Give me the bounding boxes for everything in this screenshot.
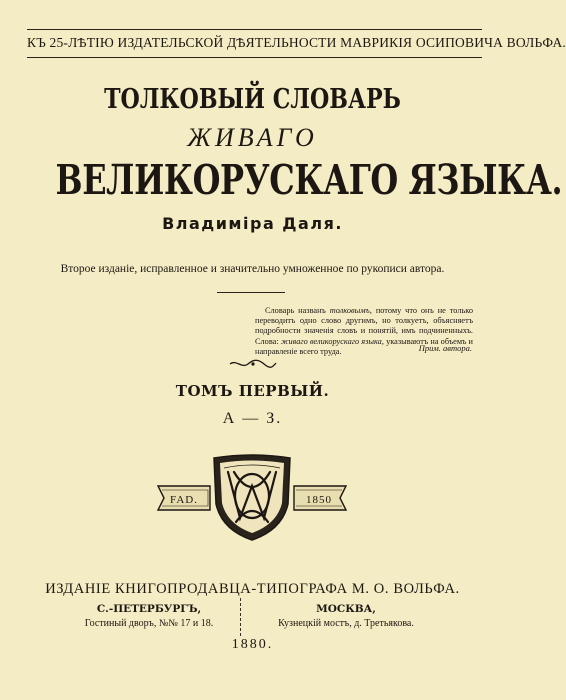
address-st-petersburg: Гостиный дворъ, №№ 17 и 18. xyxy=(84,618,214,629)
banner-bottom-rule xyxy=(27,57,482,58)
title-line-2: ЖИВАГО xyxy=(187,123,318,152)
banner-top-rule xyxy=(27,29,482,30)
title-line-3: ВЕЛИКОРУСКАГО ЯЗЫКА. xyxy=(55,156,563,204)
address-moscow: Кузнецкій мостъ, д. Третьякова. xyxy=(278,618,414,629)
edition-statement: Второе изданіе, исправленное и значительно умноженное по рукописи автора. xyxy=(60,263,445,275)
publisher-line: ИЗДАНІЕ КНИГОПРОДАВЦА-ТИПОГРАФА М. О. ВОЛЬФА. xyxy=(45,581,460,597)
flourish-ornament-icon xyxy=(228,358,278,370)
title-line-1: ТОЛКОВЫЙ СЛОВАРЬ xyxy=(104,84,401,115)
city-st-petersburg: С.-ПЕТЕРБУРГЪ, xyxy=(96,603,202,615)
note-emphasis-1: толковымъ xyxy=(329,306,370,315)
volume-label: ТОМЪ ПЕРВЫЙ. xyxy=(175,382,330,400)
publication-year: 1880. xyxy=(231,637,274,652)
city-moscow: МОСКВА, xyxy=(316,603,376,615)
note-signature: Прим. автора. xyxy=(418,343,472,353)
divider-rule xyxy=(217,292,285,293)
note-text-3: , указываютъ на объемъ и направленіе всего труда. xyxy=(255,336,473,356)
author-name: Владиміра Даля. xyxy=(162,214,343,233)
emblem-right-text: 1850 xyxy=(306,494,332,506)
note-text-1: Словарь названъ xyxy=(265,306,330,315)
city-separator xyxy=(240,598,241,636)
dedication-banner: КЪ 25-ЛѢТІЮ ИЗДАТЕЛЬСКОЙ ДѢЯТЕЛЬНОСТИ МАВРИКІЯ ОСИПОВИЧА ВОЛЬФА. xyxy=(27,35,566,50)
emblem-left-text: FAD. xyxy=(170,494,198,506)
note-text-2: , потому что онъ не только переводитъ одно слово другимъ, но толкуетъ, объясняетъ подробности значенія словъ и понятій, имъ подчиненныхъ. Слова: xyxy=(255,306,473,346)
letter-range: А — З. xyxy=(222,410,283,427)
note-emphasis-2: живаго великорускаго языка xyxy=(280,336,382,346)
publisher-emblem-icon xyxy=(152,452,352,544)
